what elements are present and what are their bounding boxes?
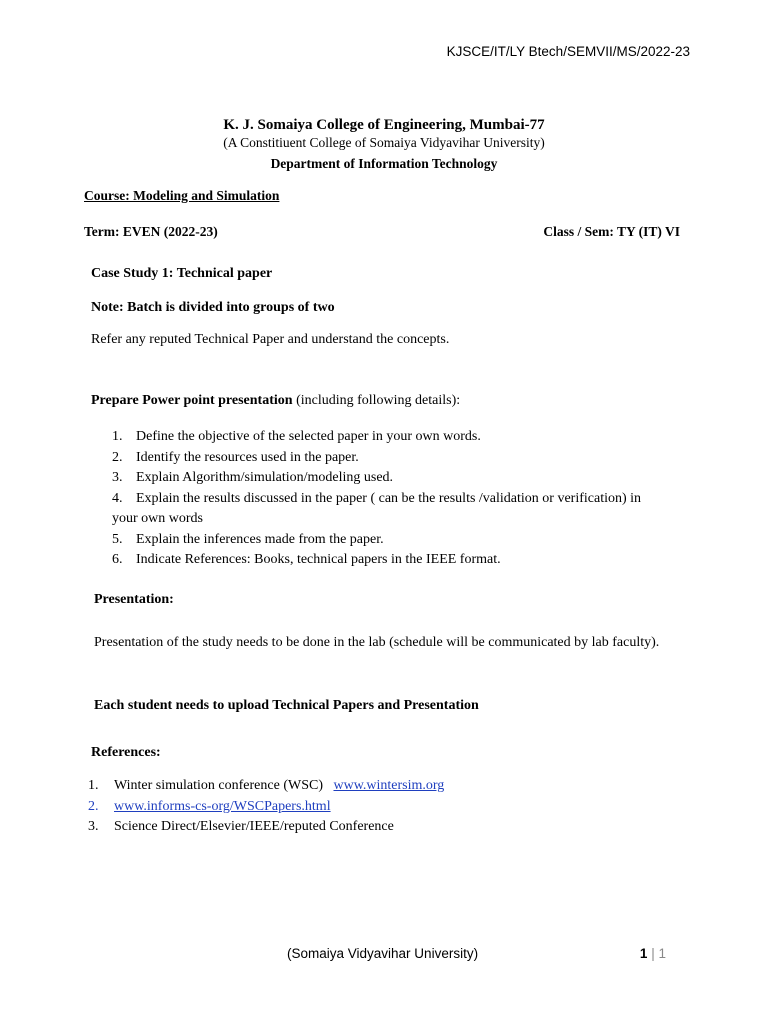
references-heading: References: (91, 745, 161, 760)
list-item-text: Indicate References: Books, technical papers in the IEEE format. (136, 552, 501, 567)
case-study-heading: Case Study 1: Technical paper (91, 266, 273, 281)
term-label: Term: EVEN (2022-23) (84, 224, 218, 239)
total-pages: 1 (658, 946, 666, 961)
reference-link-text: www.informs-cs-org/WSCPapers.html (114, 798, 331, 814)
class-sem-label: Class / Sem: TY (IT) VI (543, 224, 680, 239)
reference-number: 3. (88, 819, 99, 834)
list-number: 2. (112, 449, 123, 465)
department-title: Department of Information Technology (270, 156, 498, 171)
details-list (88, 427, 688, 571)
note-text: Note: Batch is divided into groups of two (91, 300, 335, 315)
list-item-text: Explain the results discussed in the paper ( can be the results /validation or verification) in (136, 490, 642, 506)
references-list (88, 776, 444, 838)
list-item-text: Explain Algorithm/simulation/modeling used. (136, 470, 394, 485)
list-item (88, 448, 688, 469)
list-item (88, 530, 688, 551)
reference-item (88, 797, 444, 818)
list-number: 6. (112, 552, 123, 567)
list-item-text: Explain the inferences made from the paper. (136, 531, 384, 547)
list-number: 1. (112, 429, 123, 444)
list-item (88, 550, 688, 571)
list-item-text: Define the objective of the selected paper in your own words. (136, 429, 481, 444)
reference-item (88, 776, 444, 797)
wintersim-link[interactable]: www.wintersim.org (333, 778, 445, 793)
list-number: 5. (112, 531, 123, 547)
upload-instruction: Each student needs to upload Technical Papers and Presentation (94, 698, 479, 713)
list-item (88, 489, 688, 530)
page-separator: | (651, 946, 655, 961)
footer-university: (Somaiya Vidyavihar University) (287, 946, 479, 961)
reference-number: 1. (88, 778, 99, 793)
footer-page-number (640, 946, 666, 961)
reference-item (88, 817, 444, 838)
current-page: 1 (639, 946, 648, 961)
refer-instruction: Refer any reputed Technical Paper and understand the concepts. (91, 332, 450, 347)
prepare-instruction (91, 393, 460, 409)
list-item (88, 427, 688, 448)
prepare-rest-text: (including following details): (292, 393, 461, 408)
list-item-continuation: your own words (112, 511, 203, 526)
presentation-heading: Presentation: (94, 592, 174, 607)
course-title: Course: Modeling and Simulation (84, 188, 280, 203)
list-item (88, 468, 688, 489)
prepare-bold-text: Prepare Power point presentation (91, 393, 293, 408)
list-number: 3. (112, 470, 123, 485)
reference-number: 2. (88, 798, 99, 814)
list-item-text: Identify the resources used in the paper. (136, 449, 359, 465)
presentation-paragraph: Presentation of the study needs to be done in the lab (schedule will be communicated by lab faculty). (94, 635, 660, 650)
reference-text: Science Direct/Elsevier/IEEE/reputed Conference (114, 819, 394, 834)
reference-text: Winter simulation conference (WSC) (114, 778, 323, 793)
list-number: 4. (112, 490, 123, 506)
college-title: K. J. Somaiya College of Engineering, Mumbai-77 (223, 117, 545, 133)
document-code-header: KJSCE/IT/LY Btech/SEMVII/MS/2022-23 (446, 44, 690, 59)
constituent-subtitle: (A Constitiuent College of Somaiya Vidyavihar University) (223, 135, 545, 150)
informs-link[interactable] (88, 799, 331, 814)
